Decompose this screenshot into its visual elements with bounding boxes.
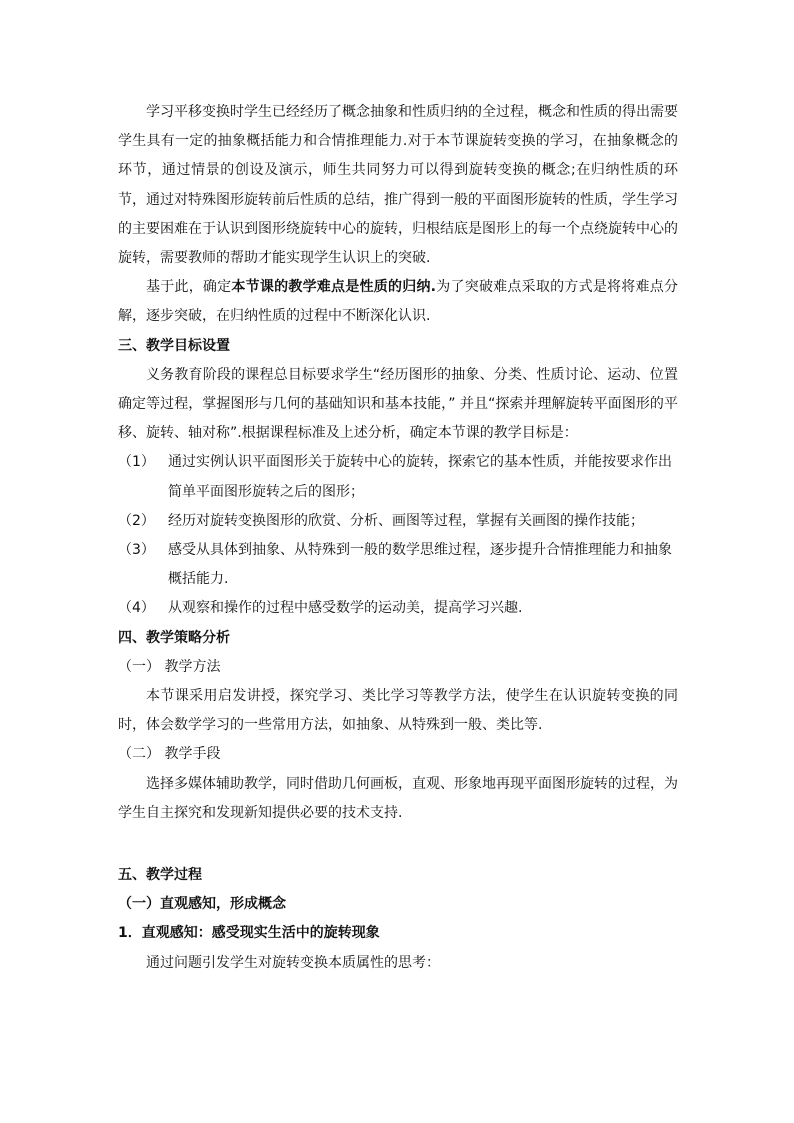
paragraph-means: 选择多媒体辅助教学，同时借助几何画板，直观、形象地再现平面图形旋转的过程，为学生自主探究和发现新知提供必要的技术支持.	[118, 775, 678, 821]
subsection-title-perception: （一）直观感知，形成概念	[118, 896, 286, 913]
objective-item	[118, 448, 678, 506]
objective-text: 感受从具体到抽象、从特殊到一般的数学思维过程，逐步提升合情推理能力和抽象概括能力.	[168, 542, 672, 588]
objective-text: 从观察和操作的过程中感受数学的运动美，提高学习兴趣.	[168, 600, 523, 617]
objective-item	[118, 536, 678, 594]
paragraph-difficulty-conclusion	[118, 273, 678, 331]
objective-item	[118, 507, 678, 536]
paragraph-suffix: 为了突破难点采取的方式是将将难点分解，逐步突破，在归纳性质的过程中不断深化认识.	[118, 279, 678, 325]
subsection-title-methods: （一） 教学方法	[118, 658, 221, 675]
objective-item	[118, 594, 678, 623]
subsection-title-means: （二） 教学手段	[118, 746, 221, 763]
paragraph-perception: 通过问题引发学生对旋转变换本质属性的思考：	[146, 954, 440, 971]
section-title-process: 五、教学过程	[118, 867, 202, 884]
objective-number: （3）	[118, 542, 155, 559]
document-page	[118, 98, 678, 978]
paragraph-difficulty-analysis: 学习平移变换时学生已经经历了概念抽象和性质归纳的全过程，概念和性质的得出需要学生具有一定的抽象概括能力和合情推理能力.对于本节课旋转变换的学习，在抽象概念的环节，通过情景的创设及演示，师生共同努力可以得到旋转变换的概念;在归纳性质的环节，通过对特殊图形旋转前后性质的总结，推广得到一般的平面图形旋转的性质，学生学习的主要困难在于认识到图形绕旋转中心的旋转，归根结底是图形上的每一个点绕旋转中心的旋转，需要教师的帮助才能实现学生认识上的突破.	[118, 104, 678, 267]
paragraph-methods: 本节课采用启发讲授，探究学习、类比学习等教学方法，使学生在认识旋转变换的同时，体会数学学习的一些常用方法，如抽象、从特殊到一般、类比等.	[118, 688, 678, 734]
blank-spacer	[118, 828, 678, 861]
objective-text: 通过实例认识平面图形关于旋转中心的旋转，探索它的基本性质，并能按要求作出简单平面图形旋转之后的图形；	[168, 454, 672, 500]
section-title-strategy: 四、教学策略分析	[118, 629, 230, 646]
objective-number: （1）	[118, 454, 155, 471]
paragraph-prefix: 基于此，确定	[146, 279, 232, 296]
paragraph-objectives-intro: 义务教育阶段的课程总目标要求学生“经历图形的抽象、分类、性质讨论、运动、位置确定等过程，掌握图形与几何的基础知识和基本技能，” 并且“探索并理解旋转平面图形的平移、旋转、轴对称”.根据课程标准及上述分析，确定本节课的教学目标是：	[118, 366, 678, 442]
bold-key-point: 本节课的教学难点是性质的归纳.	[231, 279, 437, 296]
item-title-perception: 1．直观感知：感受现实生活中的旋转现象	[118, 925, 380, 942]
objective-text: 经历对旋转变换图形的欣赏、分析、画图等过程，掌握有关画图的操作技能；	[168, 512, 644, 529]
objective-number: （2）	[118, 512, 155, 529]
objective-number: （4）	[118, 600, 155, 617]
section-title-objectives: 三、教学目标设置	[118, 337, 230, 354]
